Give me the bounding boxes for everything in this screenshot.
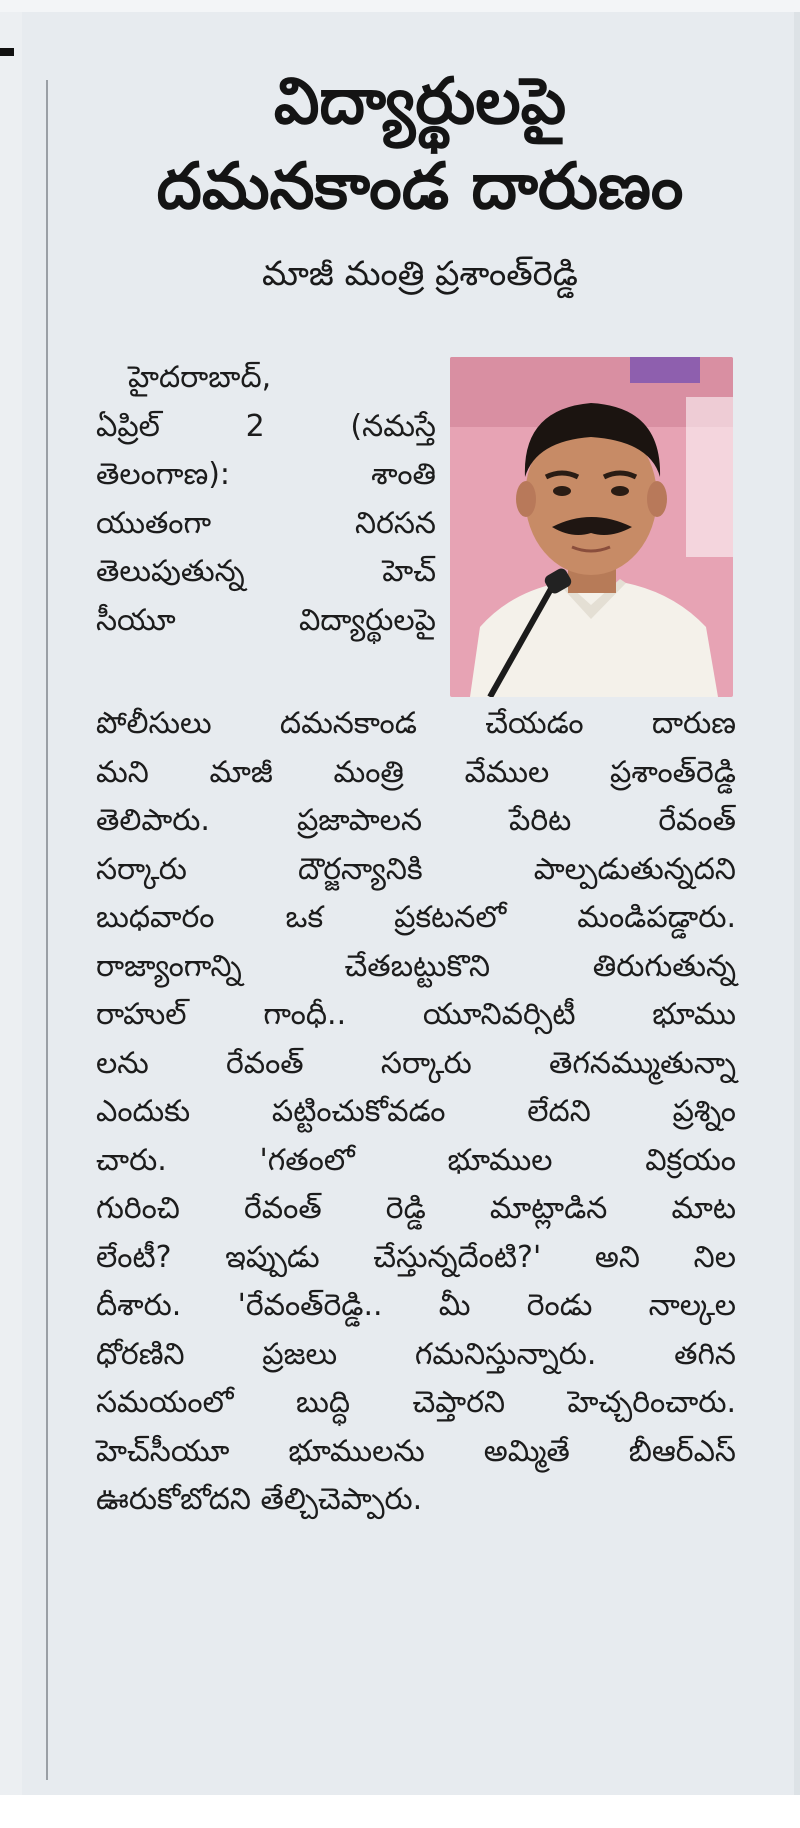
body-line: తెలుపుతున్న హెచ్ — [96, 554, 436, 589]
adjacent-column-edge — [0, 12, 22, 1795]
bottom-margin — [0, 1795, 800, 1828]
body-line: లేంటీ? ఇప్పుడు చేస్తున్నదేంటి?' అని నిల — [96, 1239, 736, 1275]
body-line: రాహుల్ గాంధీ.. యూనివర్సిటీ భూము — [96, 997, 736, 1032]
body-line: దీశారు. 'రేవంత్‌రెడ్డి.. మీ రెండు నాల్కల — [96, 1288, 736, 1323]
body-line: ధోరణిని ప్రజలు గమనిస్తున్నారు. తగిన — [96, 1336, 736, 1372]
body-line: పోలీసులు దమనకాండ చేయడం దారుణ — [96, 706, 736, 741]
byline: మాజీ మంత్రి ప్రశాంత్‌రెడ్డి — [262, 254, 578, 294]
body-line: లను రేవంత్ సర్కారు తెగనమ్ముతున్నా — [96, 1045, 736, 1081]
top-margin — [0, 0, 800, 12]
body-line: ఏప్రిల్ 2 (నమస్తే — [96, 408, 436, 444]
headline-line-2: దమనకాండ దారుణం — [156, 150, 684, 224]
headline-line-1: విద్యార్థులపై — [273, 65, 567, 139]
article-body-lead — [96, 354, 436, 645]
body-line: మని మాజీ మంత్రి వేముల ప్రశాంత్‌రెడ్డి — [96, 754, 736, 790]
body-line: బుధవారం ఒక ప్రకటనలో మండిపడ్డారు. — [96, 900, 736, 935]
body-line: తెలంగాణ): శాంతి — [96, 457, 436, 492]
body-line: తెలిపారు. ప్రజాపాలన పేరిట రేవంత్ — [96, 803, 736, 838]
body-line: ఎందుకు పట్టించుకోవడం లేదని ప్రశ్నిం — [96, 1094, 736, 1129]
body-line: హైదరాబాద్, — [128, 360, 272, 395]
body-line: చారు. 'గతంలో భూముల విక్రయం — [96, 1142, 736, 1178]
adjacent-column-mark — [0, 48, 14, 56]
body-line: రాజ్యాంగాన్ని చేతబట్టుకొని తిరుగుతున్న — [96, 948, 736, 984]
body-line: యుతంగా నిరసన — [96, 505, 436, 541]
article-body — [96, 700, 736, 1525]
body-line: ఊరుకోబోదని తేల్చిచెప్పారు. — [96, 1482, 423, 1517]
body-line: సమయంలో బుద్ధి చెప్తారని హెచ్చరించారు. — [96, 1385, 736, 1420]
right-margin — [794, 12, 800, 1795]
column-divider — [46, 80, 48, 1780]
body-line: గురించి రేవంత్ రెడ్డి మాట్లాడిన మాట — [96, 1191, 736, 1226]
body-line: సర్కారు దౌర్జన్యానికి పాల్పడుతున్నదని — [96, 851, 736, 887]
portrait-illustration — [450, 357, 733, 697]
body-line: సీయూ విద్యార్థులపై — [96, 602, 436, 638]
portrait-photo — [450, 357, 733, 697]
body-line: హెచ్‌సీయూ భూములను అమ్మితే బీఆర్‌ఎస్ — [96, 1433, 736, 1469]
